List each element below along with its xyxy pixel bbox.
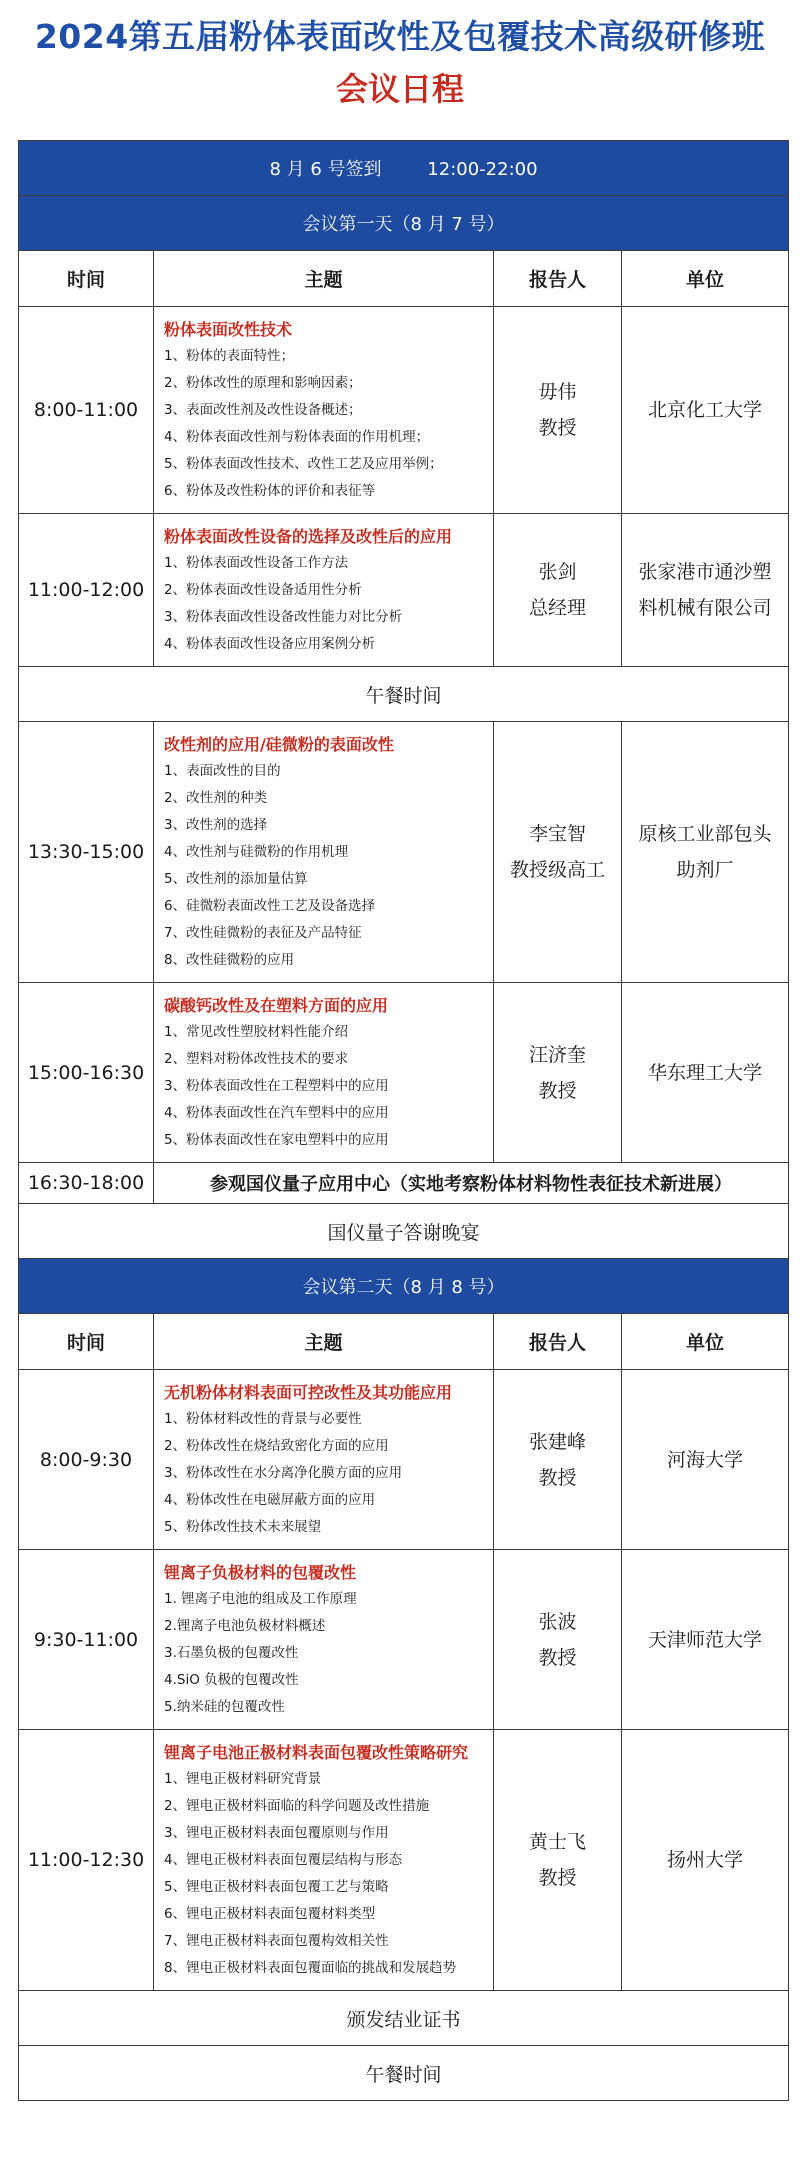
session-speaker [494,307,622,514]
session-row [19,1370,789,1550]
session-row [19,722,789,983]
session-org: 原核工业部包头助剂厂 [622,722,789,983]
page-subtitle: 会议日程 [335,69,464,108]
topic-item: 4、改性剂与硅微粉的作用机理 [164,844,349,860]
session-time: 8:00-11:00 [19,307,154,514]
topic-item: 6、粉体及改性粉体的评价和表征等 [164,483,376,499]
topic-title: 锂离子负极材料的包覆改性 [164,1563,357,1582]
topic-title: 改性剂的应用/硅微粉的表面改性 [164,735,394,754]
session-org: 天津师范大学 [622,1550,789,1730]
topic-item: 4、粉体表面改性在汽车塑料中的应用 [164,1105,389,1121]
day1-dinner-row [19,1204,789,1259]
session-speaker [494,1370,622,1550]
topic-item: 7、锂电正极材料表面包覆构效相关性 [164,1933,389,1949]
day1-header-row [19,251,789,307]
session-row [19,514,789,667]
speaker-name: 张剑 [538,561,577,583]
topic-item: 5、粉体表面改性技术、改性工艺及应用举例； [164,456,443,472]
speaker-title: 教授 [538,1867,577,1889]
speaker-title: 总经理 [528,597,586,619]
topic-item: 6、锂电正极材料表面包覆材料类型 [164,1906,376,1922]
topic-item: 8、改性硅微粉的应用 [164,952,295,968]
visit-text: 参观国仪量子应用中心（实地考察粉体材料物性表征技术新进展） [154,1163,789,1204]
day2-lunch-row [19,2046,789,2101]
topic-item: 2、改性剂的种类 [164,790,268,806]
topic-item: 4、锂电正极材料表面包覆层结构与形态 [164,1852,403,1868]
session-time: 11:00-12:30 [19,1730,154,1991]
topic-item: 4、粉体表面改性剂与粉体表面的作用机理； [164,429,430,445]
topic-item: 7、改性硅微粉的表征及产品特征 [164,925,362,941]
topic-item: 5.纳米硅的包覆改性 [164,1699,285,1715]
topic-item: 2、粉体改性的原理和影响因素； [164,375,362,391]
day1-lunch-row [19,667,789,722]
session-time: 13:30-15:00 [19,722,154,983]
session-speaker [494,514,622,667]
topic-item: 1、粉体材料改性的背景与必要性 [164,1411,362,1427]
day1-band [19,196,789,251]
header-topic: 主题 [154,1314,494,1370]
schedule-table [18,140,789,2101]
header-org: 单位 [622,251,789,307]
session-org: 华东理工大学 [622,983,789,1163]
day2-band-text: 会议第二天（8 月 8 号） [19,1259,789,1314]
topic-item: 2、锂电正极材料面临的科学问题及改性措施 [164,1798,430,1814]
page-header [0,0,800,120]
speaker-name: 汪济奎 [528,1043,586,1066]
session-time: 9:30-11:00 [19,1550,154,1730]
session-time: 15:00-16:30 [19,983,154,1163]
topic-title: 粉体表面改性技术 [164,320,293,339]
session-org: 扬州大学 [622,1730,789,1991]
session-topic [154,1730,494,1991]
topic-title: 碳酸钙改性及在塑料方面的应用 [164,996,389,1015]
speaker-name: 李宝智 [528,823,586,845]
session-topic [154,1370,494,1550]
topic-item: 4、粉体表面改性设备应用案例分析 [164,636,376,652]
speaker-name: 毋伟 [538,381,577,403]
header-speaker: 报告人 [494,251,622,307]
session-org: 张家港市通沙塑料机械有限公司 [622,514,789,667]
day2-lunch-row-text: 午餐时间 [19,2046,789,2101]
session-speaker [494,722,622,983]
speaker-name: 张建峰 [528,1430,586,1453]
header-speaker: 报告人 [494,1314,622,1370]
session-topic [154,307,494,514]
checkin-band [19,141,789,196]
session-topic [154,1550,494,1730]
topic-item: 3、粉体表面改性在工程塑料中的应用 [164,1078,389,1094]
topic-item: 6、硅微粉表面改性工艺及设备选择 [164,898,376,914]
day2-header-row [19,1314,789,1370]
session-speaker [494,1550,622,1730]
day1-band-text: 会议第一天（8 月 7 号） [19,196,789,251]
session-org: 河海大学 [622,1370,789,1550]
session-speaker [494,983,622,1163]
session-row [19,983,789,1163]
topic-item: 3、粉体改性在水分离净化膜方面的应用 [164,1465,403,1481]
day1-dinner-row-text: 国仪量子答谢晚宴 [19,1204,789,1259]
day2-certificate-row-text: 颁发结业证书 [19,1991,789,2046]
visit-time: 16:30-18:00 [19,1163,154,1204]
speaker-title: 教授级高工 [509,859,605,881]
page-title: 2024第五届粉体表面改性及包覆技术高级研修班 [34,16,766,56]
speaker-name: 黄士飞 [528,1831,586,1853]
topic-item: 2.锂离子电池负极材料概述 [164,1618,326,1634]
topic-item: 1、常见改性塑胶材料性能介绍 [164,1024,349,1040]
topic-item: 1、粉体的表面特性； [164,348,295,364]
topic-item: 1、表面改性的目的 [164,763,281,779]
visit-row [19,1163,789,1204]
topic-item: 3、表面改性剂及改性设备概述； [164,402,362,418]
speaker-title: 教授 [538,417,577,439]
topic-item: 3.石墨负极的包覆改性 [164,1645,299,1661]
header-topic: 主题 [154,251,494,307]
topic-title: 粉体表面改性设备的选择及改性后的应用 [164,527,453,546]
session-row [19,1730,789,1991]
topic-item: 3、改性剂的选择 [164,817,268,833]
session-topic [154,722,494,983]
topic-item: 3、粉体表面改性设备改性能力对比分析 [164,609,403,625]
topic-item: 5、粉体改性技术未来展望 [164,1519,322,1535]
speaker-name: 张波 [538,1610,577,1633]
topic-item: 4、粉体改性在电磁屏蔽方面的应用 [164,1492,376,1508]
topic-item: 1. 锂离子电池的组成及工作原理 [164,1591,357,1607]
header-org: 单位 [622,1314,789,1370]
topic-item: 2、塑料对粉体改性技术的要求 [164,1051,349,1067]
session-row [19,307,789,514]
topic-item: 5、锂电正极材料表面包覆工艺与策略 [164,1879,389,1895]
topic-title: 无机粉体材料表面可控改性及其功能应用 [164,1383,453,1402]
session-speaker [494,1730,622,1991]
day2-band [19,1259,789,1314]
topic-title: 锂离子电池正极材料表面包覆改性策略研究 [164,1743,469,1762]
topic-item: 4.SiO 负极的包覆改性 [164,1672,299,1688]
session-time: 11:00-12:00 [19,514,154,667]
speaker-title: 教授 [538,1646,577,1669]
topic-item: 2、粉体表面改性设备适用性分析 [164,582,362,598]
session-org: 北京化工大学 [622,307,789,514]
topic-item: 5、改性剂的添加量估算 [164,871,308,887]
session-topic [154,983,494,1163]
day2-certificate-row [19,1991,789,2046]
session-time: 8:00-9:30 [19,1370,154,1550]
header-time: 时间 [19,1314,154,1370]
speaker-title: 教授 [538,1466,577,1489]
session-row [19,1550,789,1730]
topic-item: 3、锂电正极材料表面包覆原则与作用 [164,1825,389,1841]
topic-item: 1、锂电正极材料研究背景 [164,1771,322,1787]
day1-lunch-row-text: 午餐时间 [19,667,789,722]
topic-item: 5、粉体表面改性在家电塑料中的应用 [164,1132,389,1148]
speaker-title: 教授 [538,1079,577,1102]
topic-item: 2、粉体改性在烧结致密化方面的应用 [164,1438,389,1454]
checkin-band-text: 8 月 6 号签到 12:00-22:00 [19,141,789,196]
session-topic [154,514,494,667]
header-time: 时间 [19,251,154,307]
topic-item: 1、粉体表面改性设备工作方法 [164,555,349,571]
topic-item: 8、锂电正极材料表面包覆面临的挑战和发展趋势 [164,1960,457,1976]
